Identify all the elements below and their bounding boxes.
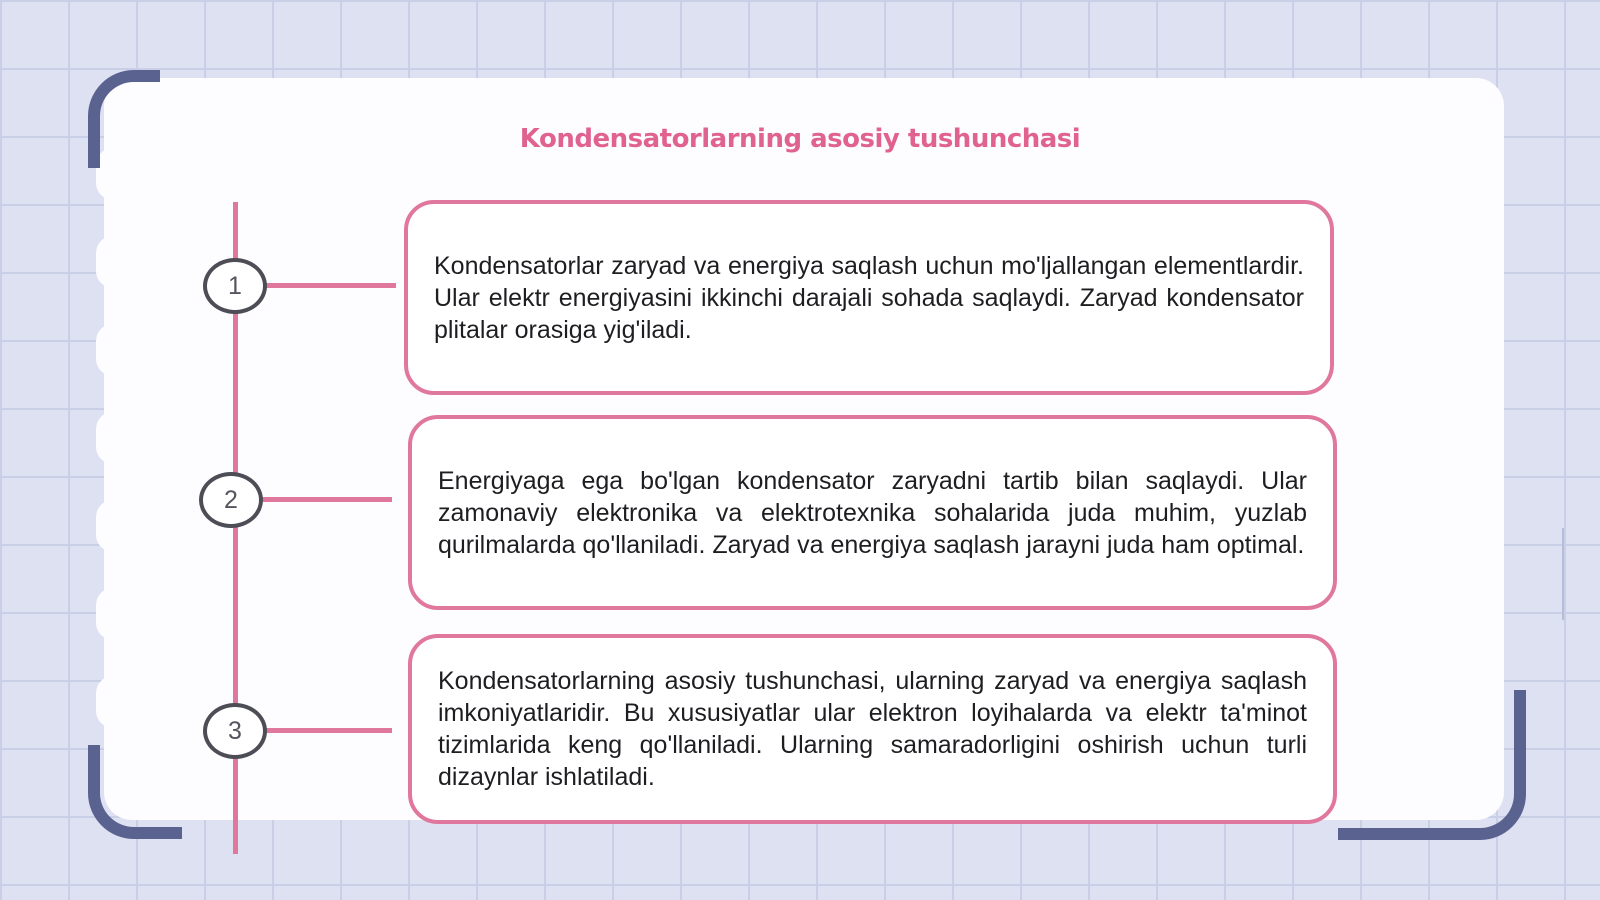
- paper-scallop: [96, 324, 130, 376]
- step-connector: [266, 728, 392, 733]
- paper-scallop: [96, 676, 130, 728]
- slide-title: Kondensatorlarning asosiy tushunchasi: [519, 124, 1081, 154]
- step-card: [408, 634, 1337, 824]
- paper-scallop: [96, 412, 130, 464]
- step-card: [408, 415, 1337, 610]
- paper-scallop: [96, 588, 130, 640]
- step-card-text: Kondensatorlarning asosiy tushunchasi, ularning zaryad va energiya saqlash imkoniyatlaridir. Bu xususiyatlar ular elektron loyihalarda va elektr ta'minot tizimlarida keng qo'llaniladi. Ularning samaradorligini oshirish uchun turli dizaynlar ishlatiladi.: [438, 667, 1307, 791]
- step-number-circle: 2: [199, 472, 263, 528]
- step-card-text: Kondensatorlar zaryad va energiya saqlash uchun mo'ljallangan elementlardir. Ular elektr energiyasini ikkinchi darajali sohada saqlaydi. Zaryad kondensator plitalar orasiga yig'iladi.: [434, 251, 1304, 344]
- step-card-text: Energiyaga ega bo'lgan kondensator zaryadni tartib bilan saqlaydi. Ular zamonaviy elektronika va elektrotexnika sohalarida juda muhim, yuzlab qurilmalarda qo'llaniladi. Zaryad va energiya saqlash jarayni juda ham optimal.: [438, 466, 1307, 559]
- step-card: [404, 200, 1334, 395]
- step-number-circle: 3: [203, 703, 267, 759]
- paper-scallop: [96, 236, 130, 288]
- step-connector: [262, 497, 392, 502]
- corner-bracket-bottom-left: [88, 745, 182, 839]
- step-number-circle: 1: [203, 258, 267, 314]
- step-connector: [266, 283, 396, 288]
- corner-bracket-bottom-right: [1338, 690, 1526, 840]
- decorative-line: [1562, 528, 1564, 620]
- paper-scallop: [96, 500, 130, 552]
